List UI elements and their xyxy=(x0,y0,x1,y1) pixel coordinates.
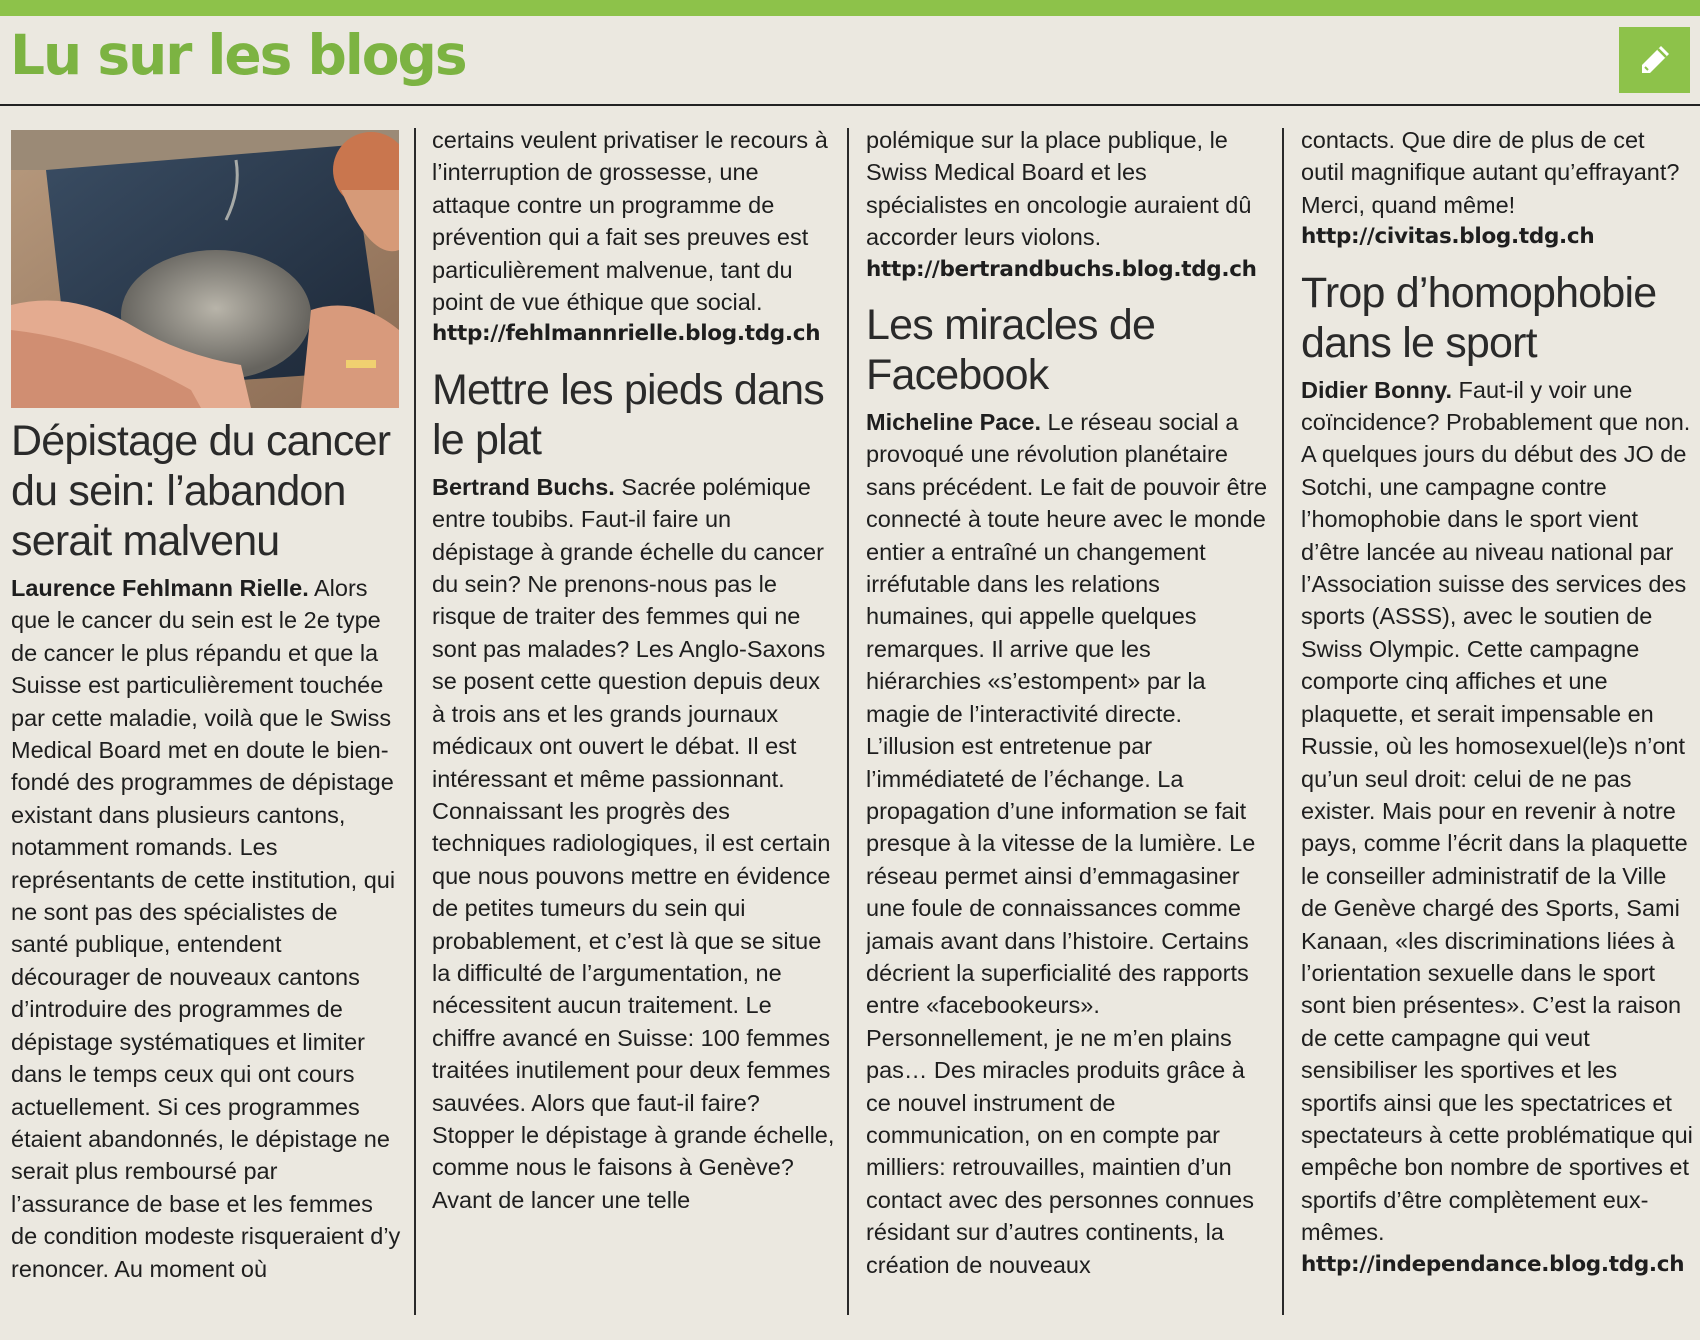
article-text: Sacrée polémique entre toubibs. Faut-il faire un dépistage à grande échelle du cancer du sein? Ne prenons-nous pas le risque de traiter des femmes qui ne sont pas malades? Les Anglo-Saxons se posent cette question depuis deux à trois ans et les grands journaux médicaux ont ouvert le débat. Il est intéressant et même passionnant. Connaissant les progrès des techniques radiologiques, il est certain que nous pouvons mettre en évidence de petites tumeurs du sein qui probablement, et c’est là que se situe la difficulté de l’argumentation, ne nécessitent aucun traitement. Le chiffre avancé en Suisse: 100 femmes traitées inutilement pour deux femmes sauvées. Alors que faut-il faire? Stopper le dépistage à grande échelle, comme nous le faisons à Genève? Avant de lancer une telle xyxy=(432,473,835,1213)
article-headline: Dépistage du cancer du sein: l’abandon serait malvenu xyxy=(11,417,391,565)
article-author: Didier Bonny. xyxy=(1301,376,1453,403)
article-headline: Les miracles de Facebook xyxy=(866,301,1156,400)
top-accent-bar xyxy=(0,0,1700,16)
article-headline: Trop d’homophobie dans le sport xyxy=(1301,268,1657,367)
article-photo xyxy=(11,130,399,408)
page-title: Lu sur les blogs xyxy=(10,23,466,87)
article-body xyxy=(866,406,1270,1281)
article-headline: Mettre les pieds dans le plat xyxy=(432,365,824,464)
blog-link[interactable]: http://bertrandbuchs.blog.tdg.ch xyxy=(866,256,1257,282)
column-rule xyxy=(414,128,416,1315)
edit-button[interactable] xyxy=(1619,27,1690,93)
header-rule xyxy=(0,104,1700,106)
article-body-continued: certains veulent privatiser le recours à l’interruption de grossesse, une attaque contre un programme de prévention qui a fait ses preuves est particulièrement malvenue, tant du point de vue éthique que social. xyxy=(432,127,828,316)
article-body-continued: contacts. Que dire de plus de cet outil magnifique autant qu’effrayant? Merci, quand même! xyxy=(1301,127,1680,218)
column-2 xyxy=(432,124,836,1320)
column-rule xyxy=(847,128,849,1315)
article-text: Faut-il y voir une coïncidence? Probablement que non. A quelques jours du début des JO de Sotchi, une campagne contre l’homophobie dans le sport vient d’être lancée au niveau national par l’Association suisse des services des sports (ASSS), avec le soutien de Swiss Olympic. Cette campagne comporte cinq affiches et une plaquette, et serait impensable en Russie, où les homosexuel(le)s n’ont qu’un seul droit: celui de ne pas exister. Mais pour en revenir à notre pays, comme l’écrit dans la plaquette le conseiller administratif de la Ville de Genève chargé des Sports, Sami Kanaan, «les discriminations liées à l’orientation sexuelle dans le sport sont bien présentes». C’est la raison de cette campagne qui veut sensibiliser les sportives et les sportifs ainsi que les spectatrices et spectateurs à cette problématique qui empêche bon nombre de sportives et sportifs d’être complètement eux-mêmes. xyxy=(1301,376,1693,1246)
column-4 xyxy=(1301,124,1693,1320)
column-3 xyxy=(866,124,1270,1320)
article-body xyxy=(11,572,401,1285)
blog-link[interactable]: http://fehlmannrielle.blog.tdg.ch xyxy=(432,321,821,347)
article-text: Le réseau social a provoqué une révolution planétaire sans précédent. Le fait de pouvoir être connecté à toute heure avec le monde entier a entraîné un changement irréfutable dans les relations humaines, qui appelle quelques remarques. Il arrive que les hiérarchies «s’estompent» par la magie de l’interactivité directe. L’illusion est entretenue par l’immédiateté de l’échange. La propagation d’une information se fait presque à la vitesse de la lumière. Le réseau permet ainsi d’emmagasiner une foule de connaissances comme jamais avant dans l’histoire. Certains décrient la superficialité des rapports entre «facebookeurs». Personnellement, je ne m’en plains pas… Des miracles produits grâce à ce nouvel instrument de communication, on en compte par milliers: retrouvailles, maintien d’un contact avec des personnes connues résidant sur d’autres continents, la création de nouveaux xyxy=(866,409,1268,1278)
article-text: Alors que le cancer du sein est le 2e type de cancer le plus répandu et que la Suisse est particulièrement touchée par cette maladie, voilà que le Swiss Medical Board met en doute le bien-fondé des programmes de dépistage existant dans plusieurs cantons, notamment romands. Les représentants de cette institution, qui ne sont pas des spécialistes de santé publique, entendent décourager de nouveaux cantons d’introduire des programmes de dépistage systématiques et limiter dans le temps ceux qui ont cours actuellement. Si ces programmes étaient abandonnés, le dépistage ne serait plus remboursé par l’assurance de base et les femmes de condition modeste risqueraient d’y renoncer. Au moment où xyxy=(11,575,401,1282)
pencil-icon xyxy=(1635,40,1675,80)
article-author: Micheline Pace. xyxy=(866,409,1042,436)
article-author: Laurence Fehlmann Rielle. xyxy=(11,575,309,601)
blog-link[interactable]: http://independance.blog.tdg.ch xyxy=(1301,1251,1685,1277)
column-rule xyxy=(1282,128,1284,1315)
article-body xyxy=(1301,374,1693,1249)
blog-link[interactable]: http://civitas.blog.tdg.ch xyxy=(1301,224,1595,250)
column-1 xyxy=(11,124,401,1320)
article-body xyxy=(432,471,836,1216)
article-body-continued: polémique sur la place publique, le Swiss Medical Board et les spécialistes en oncologie auraient dû accorder leurs violons. xyxy=(866,127,1252,251)
article-author: Bertrand Buchs. xyxy=(432,473,615,500)
